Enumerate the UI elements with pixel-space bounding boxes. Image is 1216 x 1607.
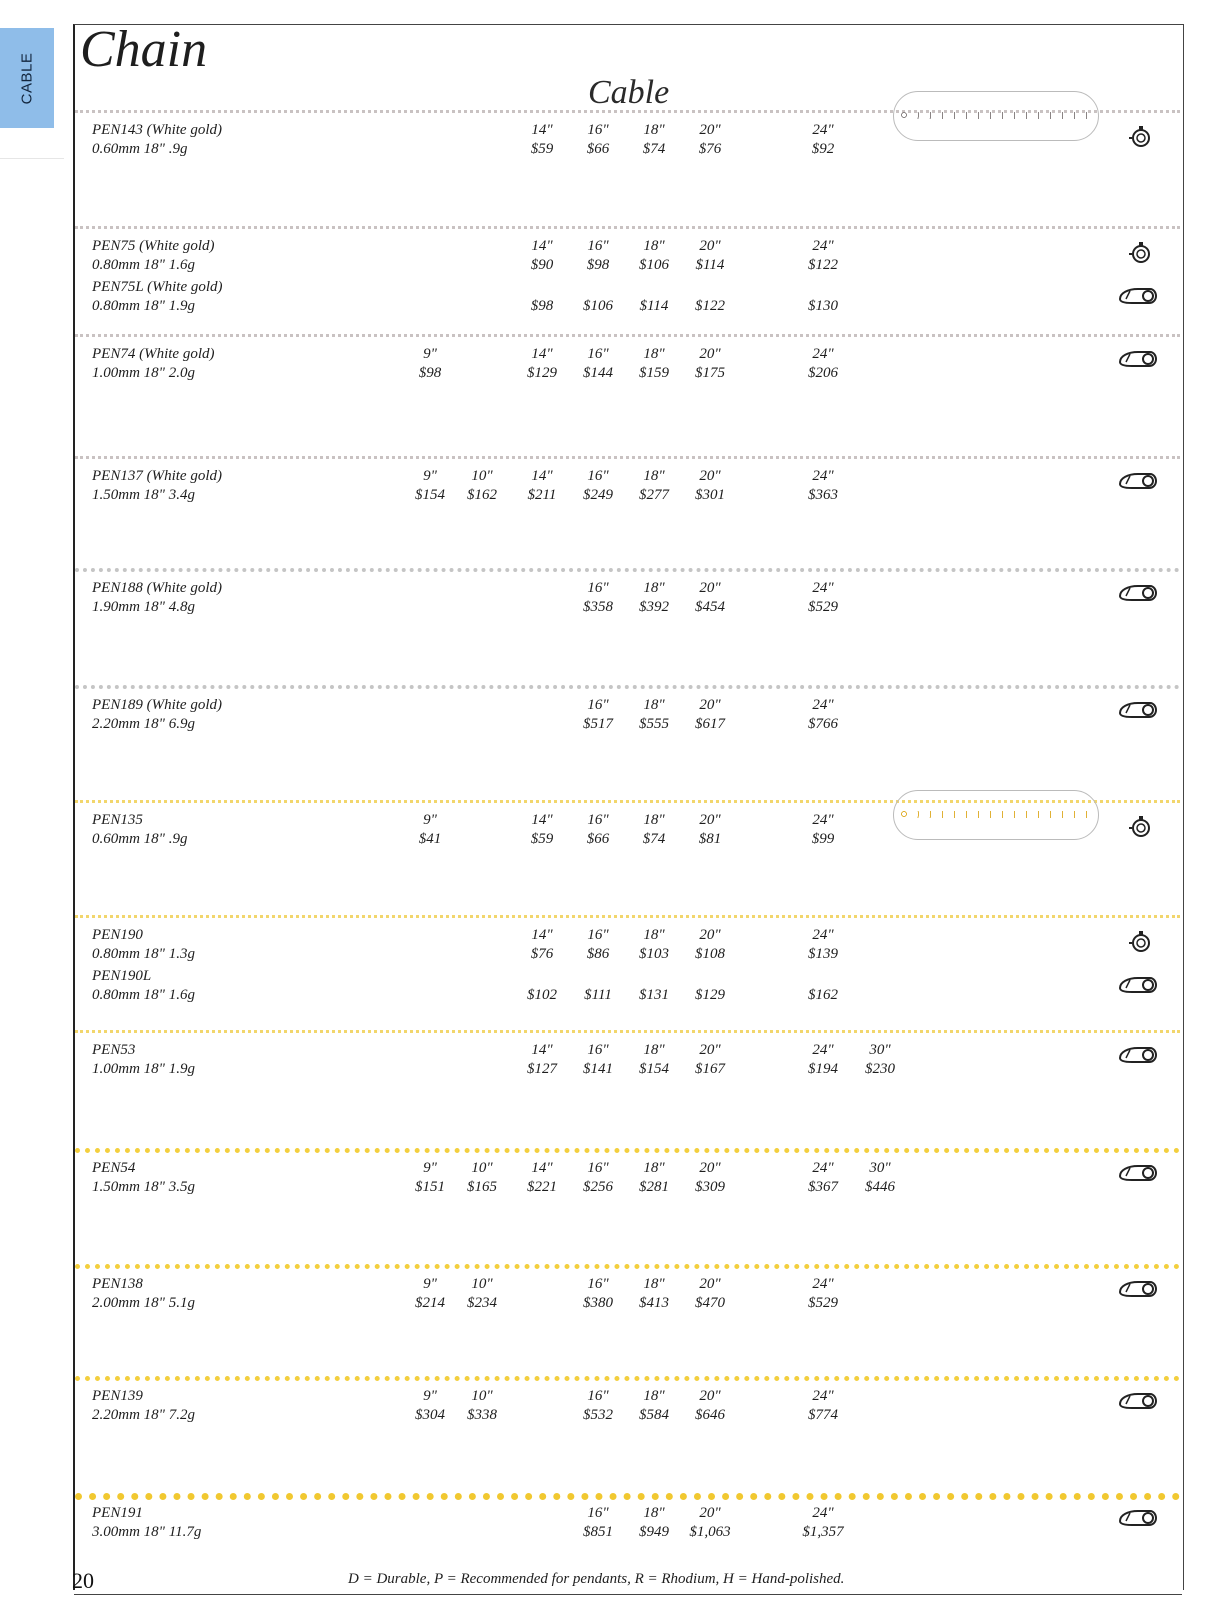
price-cell: $214 (415, 1295, 445, 1311)
chain-divider (75, 1148, 1180, 1153)
price-cell: $167 (695, 1061, 725, 1077)
length-label: 24" (812, 238, 834, 254)
length-label: 16" (587, 1388, 609, 1404)
length-label: 24" (812, 1276, 834, 1292)
page-title: Chain (80, 21, 208, 78)
length-label: 14" (531, 346, 553, 362)
length-label: 14" (531, 468, 553, 484)
price-cell: $304 (415, 1407, 445, 1423)
price-cell: $363 (808, 487, 838, 503)
bottom-rule (74, 1594, 1182, 1595)
product-spec: 3.00mm 18" 11.7g (92, 1524, 202, 1540)
lobster-clasp-icon (1116, 1507, 1158, 1534)
length-label: 9" (423, 1160, 437, 1176)
price-cell: $392 (639, 599, 669, 615)
price-cell: $517 (583, 716, 613, 732)
length-label: 20" (699, 1388, 721, 1404)
spring-ring-clasp-icon (1128, 124, 1154, 155)
price-cell: $221 (527, 1179, 557, 1195)
lobster-clasp-icon (1116, 1162, 1158, 1189)
product-spec: 0.60mm 18" .9g (92, 831, 188, 847)
price-cell: $309 (695, 1179, 725, 1195)
length-label: 10" (471, 1160, 493, 1176)
length-label: 10" (471, 1388, 493, 1404)
chain-preview-pattern (898, 811, 1094, 818)
product-code: PEN188 (White gold) (92, 580, 222, 596)
length-label: 18" (643, 238, 665, 254)
product-code: PEN135 (92, 812, 143, 828)
section-subtitle: Cable (588, 74, 670, 111)
spring-ring-clasp-icon (1128, 929, 1154, 960)
length-label: 20" (699, 346, 721, 362)
chain-preview-pattern (898, 112, 1094, 119)
product-code: PEN190L (92, 968, 152, 984)
product-code: PEN138 (92, 1276, 143, 1292)
price-cell: $99 (811, 831, 835, 847)
length-label: 18" (643, 927, 665, 943)
length-label: 14" (531, 1160, 553, 1176)
length-label: 18" (643, 346, 665, 362)
price-cell: $106 (583, 298, 613, 314)
length-label: 16" (587, 1160, 609, 1176)
price-cell: $129 (527, 365, 557, 381)
price-cell: $141 (583, 1061, 613, 1077)
product-spec: 0.80mm 18" 1.6g (92, 987, 195, 1003)
price-cell: $131 (639, 987, 669, 1003)
length-label: 18" (643, 122, 665, 138)
price-cell: $108 (695, 946, 725, 962)
spring-ring-clasp-icon (1128, 240, 1154, 271)
length-label: 16" (587, 468, 609, 484)
price-cell: $249 (583, 487, 613, 503)
length-label: 18" (643, 468, 665, 484)
length-label: 16" (587, 346, 609, 362)
price-cell: $774 (808, 1407, 838, 1423)
price-cell: $1,357 (802, 1524, 844, 1540)
price-cell: $529 (808, 599, 838, 615)
product-spec: 0.60mm 18" .9g (92, 141, 188, 157)
length-label: 20" (699, 1276, 721, 1292)
price-cell: $154 (415, 487, 445, 503)
product-code: PEN75L (White gold) (92, 279, 223, 295)
product-spec: 2.20mm 18" 6.9g (92, 716, 195, 732)
length-label: 16" (587, 1505, 609, 1521)
lobster-clasp-icon (1116, 1390, 1158, 1417)
price-cell: $159 (639, 365, 669, 381)
side-rule (0, 158, 64, 159)
product-spec: 0.80mm 18" 1.3g (92, 946, 195, 962)
length-label: 18" (643, 1160, 665, 1176)
product-spec: 2.00mm 18" 5.1g (92, 1295, 195, 1311)
price-cell: $413 (639, 1295, 669, 1311)
product-code: PEN137 (White gold) (92, 468, 222, 484)
chain-divider (75, 456, 1180, 459)
chain-divider (75, 1376, 1180, 1381)
price-cell: $367 (808, 1179, 838, 1195)
lobster-clasp-icon (1116, 699, 1158, 726)
price-cell: $162 (808, 987, 838, 1003)
length-label: 16" (587, 1276, 609, 1292)
chain-divider (75, 334, 1180, 337)
length-label: 24" (812, 927, 834, 943)
price-cell: $206 (808, 365, 838, 381)
price-cell: $532 (583, 1407, 613, 1423)
length-label: 24" (812, 812, 834, 828)
price-cell: $256 (583, 1179, 613, 1195)
price-cell: $127 (527, 1061, 557, 1077)
length-label: 24" (812, 1160, 834, 1176)
length-label: 18" (643, 812, 665, 828)
length-label: 14" (531, 238, 553, 254)
product-spec: 1.90mm 18" 4.8g (92, 599, 195, 615)
length-label: 20" (699, 1505, 721, 1521)
product-code: PEN143 (White gold) (92, 122, 222, 138)
length-label: 20" (699, 927, 721, 943)
length-label: 16" (587, 122, 609, 138)
chain-divider (75, 568, 1180, 572)
product-code: PEN54 (92, 1160, 136, 1176)
length-label: 24" (812, 1042, 834, 1058)
length-label: 18" (643, 1388, 665, 1404)
length-label: 20" (699, 580, 721, 596)
price-cell: $103 (639, 946, 669, 962)
length-label: 14" (531, 1042, 553, 1058)
lobster-clasp-icon (1116, 974, 1158, 1001)
length-label: 16" (587, 238, 609, 254)
price-cell: $98 (418, 365, 442, 381)
price-cell: $114 (695, 257, 725, 273)
chain-divider (75, 1030, 1180, 1033)
price-cell: $122 (808, 257, 838, 273)
chain-divider (75, 685, 1180, 689)
price-cell: $76 (530, 946, 554, 962)
product-spec: 0.80mm 18" 1.6g (92, 257, 195, 273)
price-cell: $41 (418, 831, 442, 847)
product-code: PEN191 (92, 1505, 143, 1521)
price-cell: $584 (639, 1407, 669, 1423)
length-label: 9" (423, 346, 437, 362)
price-cell: $165 (467, 1179, 497, 1195)
length-label: 24" (812, 697, 834, 713)
chain-preview (893, 790, 1099, 840)
price-cell: $194 (808, 1061, 838, 1077)
price-cell: $66 (586, 141, 610, 157)
product-spec: 1.50mm 18" 3.4g (92, 487, 195, 503)
price-cell: $949 (639, 1524, 669, 1540)
length-label: 18" (643, 580, 665, 596)
product-code: PEN190 (92, 927, 143, 943)
price-cell: $122 (695, 298, 725, 314)
chain-preview (893, 91, 1099, 141)
section-tab (0, 28, 54, 128)
price-cell: $74 (642, 141, 666, 157)
length-label: 20" (699, 697, 721, 713)
price-cell: $151 (415, 1179, 445, 1195)
price-cell: $301 (695, 487, 725, 503)
price-cell: $59 (530, 141, 554, 157)
lobster-clasp-icon (1116, 1278, 1158, 1305)
price-cell: $555 (639, 716, 669, 732)
price-cell: $1,063 (689, 1524, 731, 1540)
length-label: 9" (423, 812, 437, 828)
price-cell: $106 (639, 257, 669, 273)
price-cell: $470 (695, 1295, 725, 1311)
price-cell: $277 (639, 487, 669, 503)
price-cell: $851 (583, 1524, 613, 1540)
chain-divider (75, 1264, 1180, 1269)
price-cell: $86 (586, 946, 610, 962)
product-spec: 1.00mm 18" 2.0g (92, 365, 195, 381)
length-label: 14" (531, 122, 553, 138)
length-label: 20" (699, 1160, 721, 1176)
price-cell: $139 (808, 946, 838, 962)
chain-divider (75, 915, 1180, 918)
lobster-clasp-icon (1116, 1044, 1158, 1071)
price-cell: $59 (530, 831, 554, 847)
page-number: 20 (72, 1568, 94, 1593)
lobster-clasp-icon (1116, 582, 1158, 609)
length-label: 18" (643, 1276, 665, 1292)
price-cell: $129 (695, 987, 725, 1003)
lobster-clasp-icon (1116, 285, 1158, 312)
length-label: 24" (812, 346, 834, 362)
price-cell: $175 (695, 365, 725, 381)
price-cell: $338 (467, 1407, 497, 1423)
length-label: 9" (423, 1276, 437, 1292)
product-spec: 2.20mm 18" 7.2g (92, 1407, 195, 1423)
product-spec: 0.80mm 18" 1.9g (92, 298, 195, 314)
price-cell: $102 (527, 987, 557, 1003)
price-cell: $111 (584, 987, 612, 1003)
length-label: 20" (699, 238, 721, 254)
length-label: 14" (531, 927, 553, 943)
price-cell: $98 (586, 257, 610, 273)
price-cell: $646 (695, 1407, 725, 1423)
price-cell: $529 (808, 1295, 838, 1311)
product-code: PEN53 (92, 1042, 136, 1058)
price-cell: $230 (865, 1061, 895, 1077)
length-label: 16" (587, 927, 609, 943)
length-label: 16" (587, 1042, 609, 1058)
length-label: 20" (699, 812, 721, 828)
price-cell: $766 (808, 716, 838, 732)
length-label: 30" (869, 1042, 891, 1058)
length-label: 16" (587, 697, 609, 713)
price-cell: $154 (639, 1061, 669, 1077)
price-cell: $234 (467, 1295, 497, 1311)
price-cell: $92 (811, 141, 835, 157)
spring-ring-clasp-icon (1128, 814, 1154, 845)
length-label: 24" (812, 468, 834, 484)
price-cell: $446 (865, 1179, 895, 1195)
length-label: 30" (869, 1160, 891, 1176)
length-label: 14" (531, 812, 553, 828)
length-label: 16" (587, 812, 609, 828)
price-cell: $81 (698, 831, 722, 847)
chain-divider (75, 1493, 1180, 1500)
product-spec: 1.50mm 18" 3.5g (92, 1179, 195, 1195)
price-cell: $76 (698, 141, 722, 157)
price-cell: $281 (639, 1179, 669, 1195)
length-label: 24" (812, 1505, 834, 1521)
length-label: 24" (812, 1388, 834, 1404)
price-cell: $66 (586, 831, 610, 847)
price-cell: $162 (467, 487, 497, 503)
product-code: PEN189 (White gold) (92, 697, 222, 713)
length-label: 16" (587, 580, 609, 596)
footnote: D = Durable, P = Recommended for pendants, R = Rhodium, H = Hand-polished. (348, 1571, 845, 1587)
length-label: 24" (812, 122, 834, 138)
chain-divider (75, 226, 1180, 229)
length-label: 20" (699, 122, 721, 138)
section-tab-label: CABLE (18, 52, 36, 104)
length-label: 9" (423, 468, 437, 484)
product-code: PEN75 (White gold) (92, 238, 215, 254)
length-label: 18" (643, 697, 665, 713)
price-cell: $90 (530, 257, 554, 273)
length-label: 20" (699, 1042, 721, 1058)
length-label: 24" (812, 580, 834, 596)
length-label: 20" (699, 468, 721, 484)
length-label: 18" (643, 1042, 665, 1058)
price-cell: $114 (639, 298, 669, 314)
price-cell: $144 (583, 365, 613, 381)
length-label: 18" (643, 1505, 665, 1521)
length-label: 10" (471, 1276, 493, 1292)
price-cell: $130 (808, 298, 838, 314)
lobster-clasp-icon (1116, 348, 1158, 375)
price-cell: $380 (583, 1295, 613, 1311)
product-spec: 1.00mm 18" 1.9g (92, 1061, 195, 1077)
price-cell: $74 (642, 831, 666, 847)
price-cell: $211 (527, 487, 557, 503)
price-cell: $98 (530, 298, 554, 314)
price-cell: $358 (583, 599, 613, 615)
product-code: PEN74 (White gold) (92, 346, 215, 362)
length-label: 10" (471, 468, 493, 484)
lobster-clasp-icon (1116, 470, 1158, 497)
product-code: PEN139 (92, 1388, 143, 1404)
price-cell: $617 (695, 716, 725, 732)
price-cell: $454 (695, 599, 725, 615)
length-label: 9" (423, 1388, 437, 1404)
